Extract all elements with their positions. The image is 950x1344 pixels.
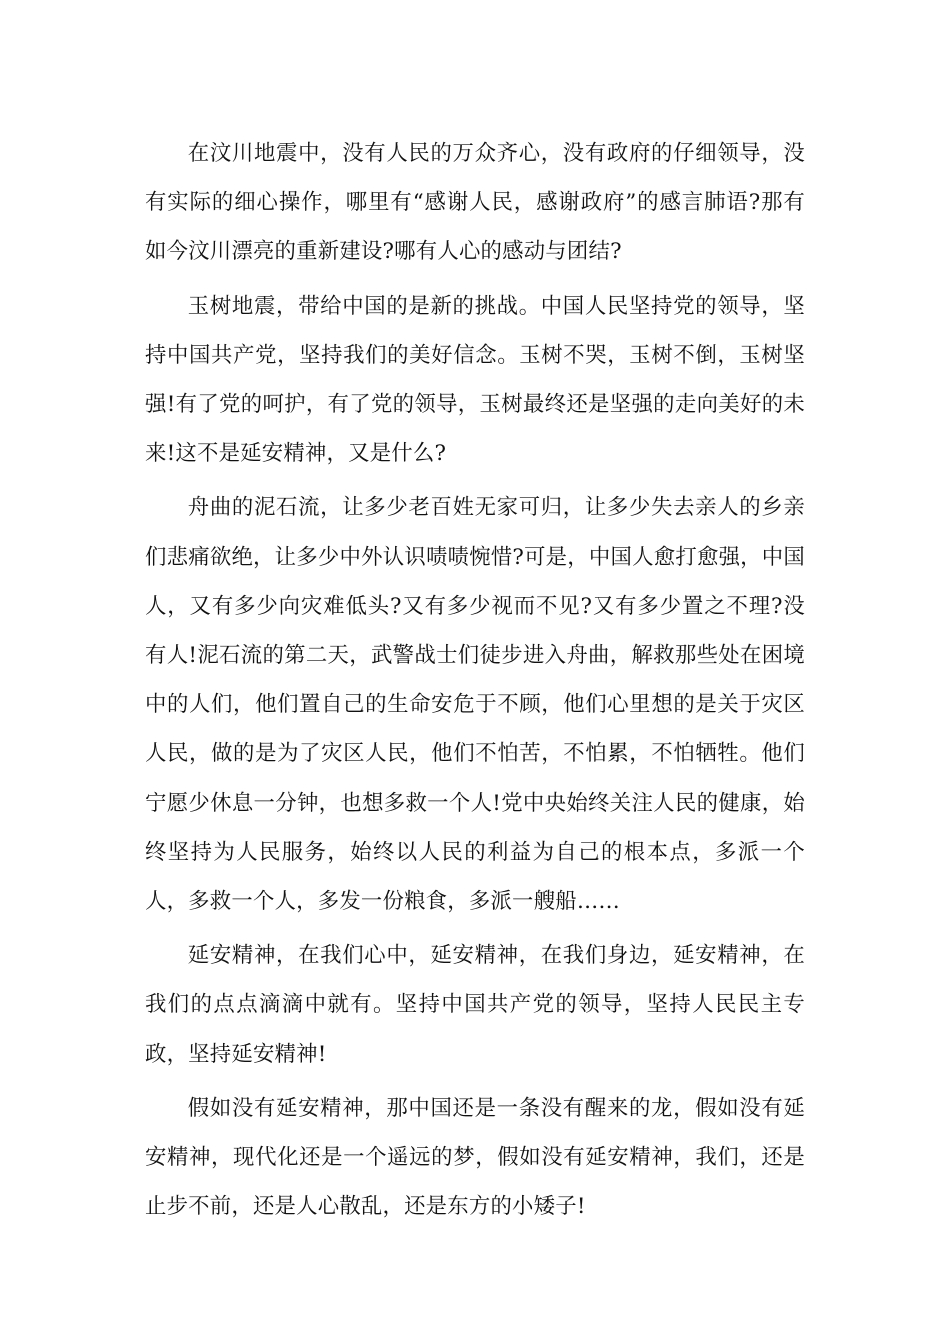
paragraph-conclusion: 假如没有延安精神，那中国还是一条没有醒来的龙，假如没有延安精神，现代化还是一个遥远的梦，假如没有延安精神，我们，还是止步不前，还是人心散乱，还是东方的小矮子!: [145, 1095, 805, 1220]
document-body: [145, 129, 805, 1236]
paragraph-zhouqu-mudslide: 舟曲的泥石流，让多少老百姓无家可归，让多少失去亲人的乡亲们悲痛欲绝，让多少中外认识啧啧惋惜?可是，中国人愈打愈强，中国人，又有多少向灾难低头?又有多少视而不见?又有多少置之不理?没有人!泥石流的第二天，武警战士们徒步进入舟曲，解救那些处在困境中的人们，他们置自己的生命安危于不顾，他们心里想的是关于灾区人民，做的是为了灾区人民，他们不怕苦，不怕累，不怕牺牲。他们宁愿少休息一分钟，也想多救一个人!党中央始终关注人民的健康，始终坚持为人民服务，始终以人民的利益为自己的根本点，多派一个人，多救一个人，多发一份粮食，多派一艘船……: [145, 495, 805, 915]
paragraph-yushu-earthquake: 玉树地震，带给中国的是新的挑战。中国人民坚持党的领导，坚持中国共产党，坚持我们的美好信念。玉树不哭，玉树不倒，玉树坚强!有了党的呵护，有了党的领导，玉树最终还是坚强的走向美好的未来!这不是延安精神，又是什么?: [145, 293, 805, 467]
paragraph-wenchuan-earthquake: 在汶川地震中，没有人民的万众齐心，没有政府的仔细领导，没有实际的细心操作，哪里有“感谢人民，感谢政府”的感言肺语?那有如今汶川漂亮的重新建设?哪有人心的感动与团结?: [145, 141, 805, 265]
paragraph-yanan-spirit: 延安精神，在我们心中，延安精神，在我们身边，延安精神，在我们的点点滴滴中就有。坚持中国共产党的领导，坚持人民民主专政，坚持延安精神!: [145, 943, 805, 1067]
